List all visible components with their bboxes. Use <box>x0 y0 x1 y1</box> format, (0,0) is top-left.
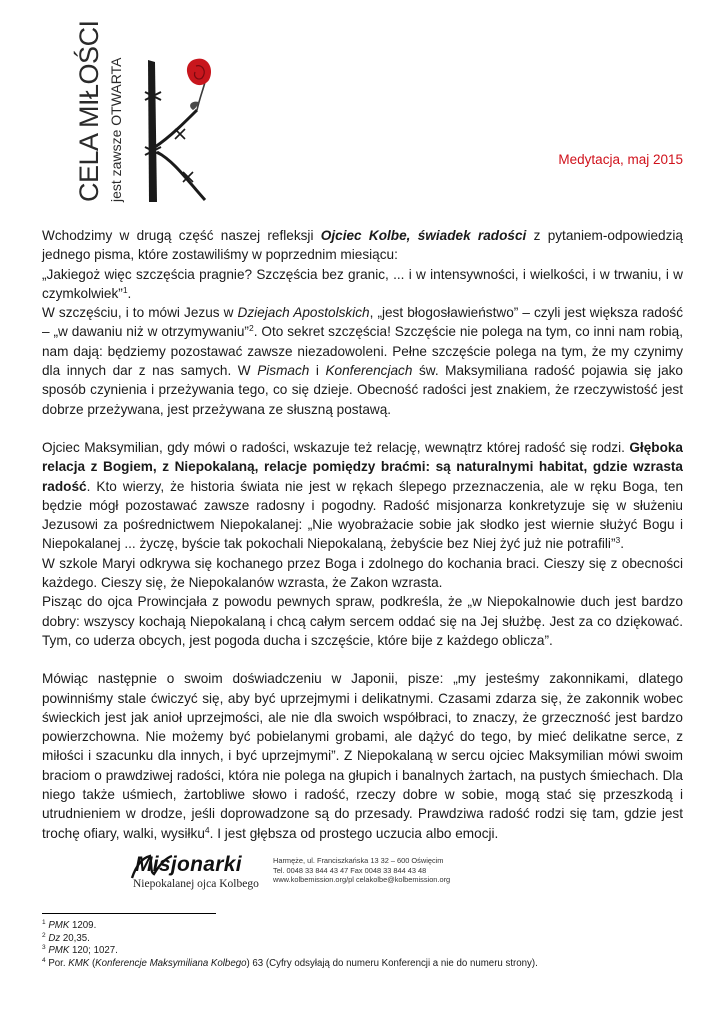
footnote-number: 3 <box>42 944 46 952</box>
footnote-number: 1 <box>42 919 46 926</box>
text-run: . <box>620 536 624 552</box>
text-run: św. Maksymiliana radość pojawia się jako sposób czynienia i przeżywania tego, co się dzieje. Obecność radości jest znakiem, że rzeczywistość jest dobrze przeżywana, jest przeżywana ze słuszną postawą. <box>42 363 683 417</box>
text-run: . <box>127 285 132 301</box>
logo-line-2: jest zawsze OTWARTA <box>108 57 124 202</box>
footnote-ref[interactable]: 2 <box>248 323 254 334</box>
paragraph: W szkole Maryi odkrywa się kochanego przez Boga i zdolnego do kochania braci. Cieszy się z obecności każdego. Cieszy się, że Niepokalanów wzrasta, że Zakon wzrasta. <box>42 555 683 591</box>
logo-line-1: CELA MIŁOŚCI <box>74 20 104 202</box>
footnote <box>42 920 702 933</box>
footnote <box>42 945 702 958</box>
paragraph <box>42 303 683 419</box>
text-run: i <box>309 363 326 379</box>
footnote-text: ) 63 (Cyfry odsyłają do numeru Konferencji a nie do numeru strony). <box>246 957 538 969</box>
footnote-ref[interactable]: 4 <box>204 824 210 835</box>
footnote-source: PMK <box>48 920 70 931</box>
footnote-text: 120; 1027. <box>69 945 118 957</box>
paragraph <box>42 226 683 265</box>
book-title: Pismach <box>257 363 310 379</box>
text-run: Wchodzimy w drugą część naszej refleksji <box>42 228 321 243</box>
footnote-ref[interactable]: 1 <box>122 284 128 295</box>
book-title: Dziejach Apostolskich <box>237 305 370 321</box>
footnote-text: 1209. <box>69 920 97 931</box>
footnote-number: 4 <box>42 956 46 964</box>
paragraph <box>42 438 683 554</box>
footnotes <box>42 920 702 970</box>
paragraph <box>42 669 683 843</box>
text-run: W szczęściu, i to mówi Jezus w <box>42 305 238 321</box>
text-run: Mówiąc następnie o swoim doświadczeniu w Japonii, pisze: „my jesteśmy zakonnikami, dlatego powinniśmy stale ćwiczyć się, aby być uprzejmymi i delikatnymi. Czasami zdarza się, że zakonnik wobec świeckich jest jak anioł uprzejmości, ale nie dla swoich współbraci, to znaczy, że grzeczność jest bardzo powierzchowna. Nie możemy być pobielanymi grobami, ale dążyć do tego, by mieć delikatne serce, z miłości i szacunku dla innych, i być uprzejmymi”. Z Niepokalaną w sercu ojciec Maksymilian mówi swoim braciom o prawdziwej radości, która nie polega na głupich i banalnych żartach, na pustych śmiechach. Dla niego także uśmiech, żartobliwe słowo i radość, rzeczy dobre w sobie, mogą stać się przeszkodą i utrudnieniem w drodze, jeśli doprowadzone są do przesady. Prawdziwa radość rodzi się tam, gdzie jest trochę ofiary, walki, wysiłku <box>42 671 683 841</box>
footnote-source: Dz <box>48 932 61 944</box>
brand-name: Misjonarki <box>135 853 242 876</box>
footnote-ref[interactable]: 3 <box>615 535 621 546</box>
text-run: . Oto sekret szczęścia! Szczęście nie polega na tym, co inni nam robią, nam dają: będziemy pozostawać zawsze niezadowoleni. Pełne szczęście polega na tym, że my czynimy dla innych dar z nas samych. W <box>42 324 684 379</box>
footnote-source: KMK <box>68 957 90 969</box>
brand-subtitle: Niepokalanej ojca Kolbego <box>133 878 259 890</box>
meditation-date: Medytacja, maj 2015 <box>558 152 683 167</box>
logo-wordmark <box>74 20 132 202</box>
quote: „Jakiegoż więc szczęścia pragnie? Szczęścia bez granic, ... i w intensywności, i wielkości, i w trwaniu, i w czymkolwiek” <box>42 266 683 301</box>
phone-fax: Tel. 0048 33 844 43 47 Fax 0048 33 844 43 48 <box>273 865 427 875</box>
text-run: Ojciec Maksymilian, gdy mówi o radości, wskazuje też relację, wewnątrz której radość się rodzi. <box>42 439 630 455</box>
title-emphasis: Ojciec Kolbe, świadek radości <box>320 228 527 243</box>
paragraph: Pisząc do ojca Prowincjała z powodu pewnych spraw, podkreśla, że „w Niepokalnowie duch jest bardzo dobry: wszyscy kochają Niepokalaną i chcą całym sercem oddać się na Jej służbę. Jest za co dziękować. Tym, co uderza obcych, jest pogoda ducha i szczęście, które bije z każdego oblicza”. <box>42 594 683 648</box>
footnote-source: Konferencje Maksymiliana Kolbego <box>95 957 247 969</box>
text-run: , „jest błogosławieństwo” – czyli jest większa radość – „w dawaniu niż w otrzymywaniu” <box>42 305 684 340</box>
footnote <box>42 933 702 946</box>
text-run: . Kto wierzy, że historia świata nie jest w rękach ślepego przeznaczenia, ale w ręku Boga, ten będzie mógł pozostawać zawsze radosny i pogodny. Radość misjonarza konkretyzuje się w służeniu Jezusowi za pośrednictwem Niepokalanej: „Nie wyobrażacie sobie jak słodko jest wiernie służyć Bogu i Niepokalanej ... życzę, byście tak pokochali Niepokalaną, żebyście bez Niej żyć już nie potrafili” <box>42 478 683 552</box>
footnote-text: 20,35. <box>60 932 90 944</box>
paragraph <box>42 265 683 304</box>
footnote-divider <box>42 913 216 914</box>
footnote <box>42 958 702 971</box>
book-title: Konferencjach <box>325 363 413 379</box>
footnote-text: Por. <box>45 957 69 969</box>
footnote-source: PMK <box>48 945 70 957</box>
rose-icon <box>187 59 211 86</box>
text-run: z pytaniem-odpowiedzią jednego pisma, które zostawiliśmy w poprzednim miesiącu: <box>42 228 683 263</box>
address: Harmęże, ul. Franciszkańska 13 32 – 600 Oświęcim <box>273 856 444 865</box>
web-email[interactable]: www.kolbemission.org/pl celakolbe@kolbemission.org <box>273 875 451 884</box>
contact-block <box>273 856 450 885</box>
footnote-text: ( <box>89 957 96 969</box>
article-body <box>42 226 683 843</box>
bold-emphasis: Głęboka relacja z Bogiem, z Niepokalaną, relacje pomiędzy braćmi: są naturalnymi habitat, gdzie wzrasta radość <box>42 439 683 494</box>
footnote-number: 2 <box>42 931 46 939</box>
text-run: . I jest głębsza od prostego uczucia albo emocji. <box>209 825 499 841</box>
